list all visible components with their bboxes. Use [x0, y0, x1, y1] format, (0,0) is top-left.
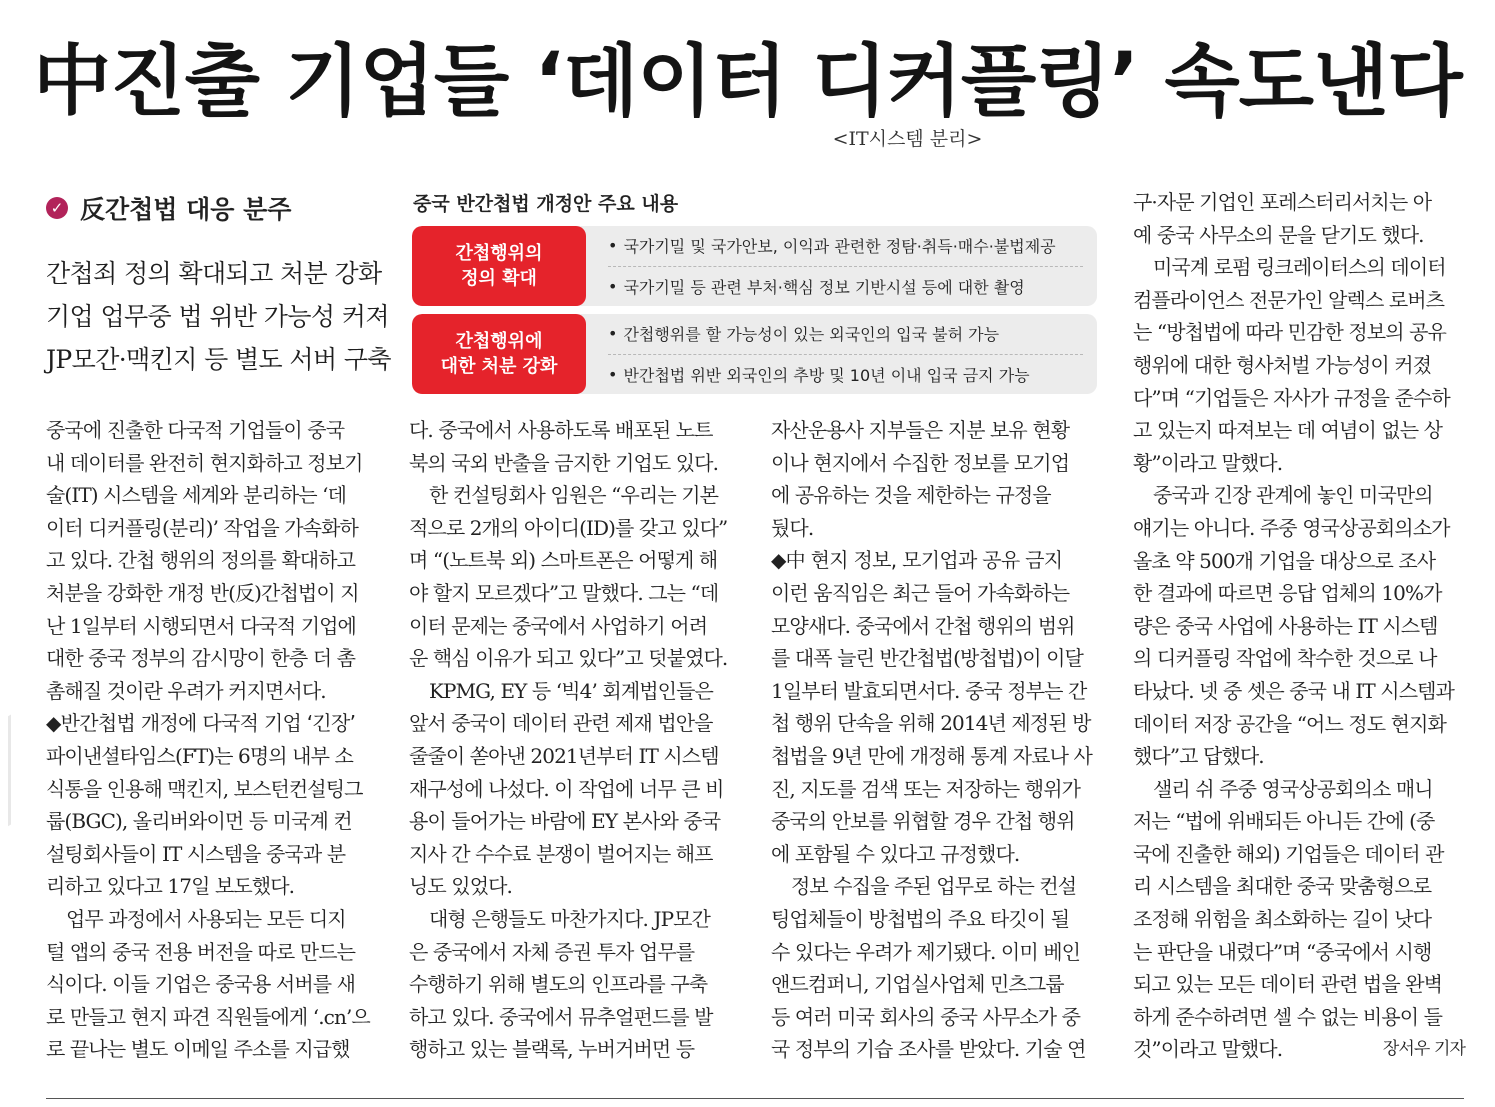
text-line: 데이터 저장 공간을 “어느 정도 현지화 — [1133, 711, 1446, 736]
infobox-row-label — [412, 314, 586, 394]
text-line: 로 만들고 현지 파견 직원들에게 ‘.cn’으 — [46, 1004, 370, 1029]
text-line: 고 있다. 간첩 행위의 정의를 확대하고 — [46, 548, 356, 573]
byline: 장서우 기자 — [1382, 1039, 1465, 1060]
text-line: 첩 행위 단속을 위해 2014년 제정된 방 — [771, 711, 1091, 736]
text-line: 은 중국에서 자체 증권 투자 업무를 — [409, 939, 695, 964]
text-line: 용이 들어가는 바람에 EY 본사와 중국 — [409, 809, 721, 834]
kicker — [46, 190, 291, 226]
text-line: 앤드컴퍼니, 기업실사업체 민츠그룹 — [771, 972, 1064, 997]
text-line: 는 판단을 내렸다”며 “중국에서 시행 — [1133, 939, 1432, 964]
text-line: 업무 과정에서 사용되는 모든 디지 — [66, 906, 346, 931]
photo-caption: <IT시스템 분리> — [832, 128, 983, 150]
text-line: 수 있다는 우려가 제기됐다. 이미 베인 — [771, 939, 1081, 964]
text-line: 중국과 긴장 관계에 놓인 미국만의 — [1153, 483, 1433, 508]
text-line: 식통을 인용해 맥킨지, 보스턴컨설팅그 — [46, 776, 363, 801]
text-line: 저는 “법에 위배되든 아니든 간에 (중 — [1133, 809, 1435, 834]
text-line: 술(IT) 시스템을 세계와 분리하는 ‘데 — [46, 483, 346, 508]
text-line: 첩법을 9년 만에 개정해 통계 자료나 사 — [771, 743, 1092, 768]
text-line: 것”이라고 말했다. — [1133, 1037, 1283, 1062]
text-line: 중국의 안보를 위협할 경우 간첩 행위 — [771, 809, 1075, 834]
text-line: 미국계 로펌 링크레이터스의 데이터 — [1153, 255, 1446, 280]
page-edge-mark — [0, 715, 11, 836]
text-line: 며 “(노트북 외) 스마트폰은 어떻게 해 — [409, 548, 718, 573]
text-line: 를 대폭 늘린 반간첩법(방첩법)이 이달 — [771, 646, 1083, 671]
article-column-2 — [409, 414, 741, 1066]
bottom-rule — [46, 1098, 1464, 1099]
check-icon: ✓ — [46, 197, 68, 219]
text-line: 하고 있다. 중국에서 뮤추얼펀드를 발 — [409, 1004, 713, 1029]
text-line: 팅업체들이 방첩법의 주요 타깃이 될 — [771, 906, 1070, 931]
text-line: 타났다. 넷 중 셋은 중국 내 IT 시스템과 — [1133, 678, 1454, 703]
text-line: 로 끝나는 별도 이메일 주소를 지급했 — [46, 1037, 350, 1062]
text-line: 에 공유하는 것을 제한하는 규정을 — [771, 483, 1051, 508]
infobox-row-definition — [412, 226, 1097, 306]
text-line: 이터 문제는 중국에서 사업하기 어려 — [409, 613, 708, 638]
infobox-title: 중국 반간첩법 개정안 주요 내용 — [413, 193, 679, 215]
text-line: 한 컨설팅회사 임원은 “우리는 기본 — [429, 483, 719, 508]
text-line: 대형 은행들도 마찬가지다. JP모간 — [429, 906, 710, 931]
text-line: 행위에 대한 형사처벌 가능성이 커졌 — [1133, 352, 1432, 377]
text-line: 자산운용사 지부들은 지분 보유 현황 — [771, 418, 1070, 442]
text-line: 촘해질 것이란 우려가 커지면서다. — [46, 678, 326, 703]
infobox-item: • 반간첩법 위반 외국인의 추방 및 10년 이내 입국 금지 가능 — [608, 354, 1083, 395]
headline: 中진출 기업들 ‘데이터 디커플링’ 속도낸다 — [33, 37, 1462, 127]
text-line: 리 시스템을 최대한 중국 맞춤형으로 — [1133, 874, 1432, 899]
label-line: 간첩행위의 — [455, 243, 543, 264]
text-line: 예 중국 사무소의 문을 닫기도 했다. — [1133, 222, 1424, 247]
text-line: 닝도 있었다. — [409, 874, 513, 899]
text-line: 다. 중국에서 사용하도록 배포된 노트 — [409, 418, 713, 442]
section-subhead: ◆반간첩법 개정에 다국적 기업 ‘긴장’ — [46, 711, 356, 736]
text-line: 난 1일부터 시행되면서 다국적 기업에 — [46, 613, 356, 638]
text-line: 구·자문 기업인 포레스터리서치는 아 — [1133, 190, 1432, 214]
text-line: 행하고 있는 블랙록, 누버거버먼 등 — [409, 1037, 695, 1062]
text-line: 재구성에 나섰다. 이 작업에 너무 큰 비 — [409, 776, 724, 801]
text-line: 1일부터 발효되면서다. 중국 정부는 간 — [771, 678, 1087, 703]
text-line: 조정해 위험을 최소화하는 길이 낫다 — [1133, 907, 1432, 932]
closing-line — [1133, 1033, 1465, 1066]
text-line: 운 핵심 이유가 되고 있다”고 덧붙였다. — [409, 646, 728, 671]
text-line: 내 데이터를 완전히 현지화하고 정보기 — [46, 450, 363, 475]
kicker-text: 反간첩법 대응 분주 — [80, 195, 292, 224]
infobox-item: • 국가기밀 및 국가안보, 이익과 관련한 정탐·취득·매수·불법제공 — [608, 236, 1056, 257]
text-line: 했다”고 답했다. — [1133, 744, 1264, 769]
text-line: 뒀다. — [771, 515, 814, 540]
text-line: 국 정부의 기습 조사를 받았다. 기술 연 — [771, 1037, 1086, 1062]
label-line: 간첩행위에 — [455, 331, 543, 352]
text-line: 지사 간 수수료 분쟁이 벌어지는 해프 — [409, 841, 713, 866]
text-line: 한 결과에 따르면 응답 업체의 10%가 — [1133, 581, 1442, 606]
text-line: 고 있는지 따져보는 데 여념이 없는 상 — [1133, 418, 1443, 443]
text-line: 정보 수집을 주된 업무로 하는 컨설 — [791, 874, 1077, 899]
text-line: 량은 중국 사업에 사용하는 IT 시스템 — [1133, 613, 1438, 638]
text-line: 파이낸셜타임스(FT)는 6명의 내부 소 — [46, 743, 353, 768]
label-line: 정의 확대 — [461, 268, 537, 289]
text-line: 하게 준수하려면 셀 수 없는 비용이 들 — [1133, 1004, 1443, 1029]
text-line: 줄줄이 쏟아낸 2021년부터 IT 시스템 — [409, 743, 719, 768]
subheadline: JP모간·맥킨지 등 별도 서버 구축 — [46, 345, 391, 374]
text-line: 이나 현지에서 수집한 정보를 모기업 — [771, 450, 1070, 475]
text-line: 북의 국외 반출을 금지한 기업도 있다. — [409, 450, 719, 475]
infobox-item: • 간첩행위를 할 가능성이 있는 외국인의 입국 불허 가능 — [608, 324, 1000, 345]
text-line: 식이다. 이들 기업은 중국용 서버를 새 — [46, 972, 356, 997]
text-line: 설팅회사들이 IT 시스템을 중국과 분 — [46, 841, 346, 866]
text-line: 야 할지 모르겠다”고 말했다. 그는 “데 — [409, 580, 719, 605]
infobox-row-penalty — [412, 314, 1097, 394]
text-line: 샐리 쉬 주중 영국상공회의소 매니 — [1153, 776, 1433, 801]
text-line: 대한 중국 정부의 감시망이 한층 더 촘 — [46, 646, 356, 671]
text-line: 컴플라이언스 전문가인 알렉스 로버츠 — [1133, 287, 1445, 312]
text-line: 올초 약 500개 기업을 대상으로 조사 — [1133, 548, 1436, 573]
infobox-item: • 국가기밀 등 관련 부처·핵심 정보 기반시설 등에 대한 촬영 — [608, 266, 1083, 307]
text-line: 진, 지도를 검색 또는 저장하는 행위가 — [771, 776, 1081, 801]
text-line: 등 여러 미국 회사의 중국 사무소가 중 — [771, 1004, 1081, 1029]
text-line: 모양새다. 중국에서 간첩 행위의 범위 — [771, 613, 1075, 638]
text-line: 얘기는 아니다. 주중 영국상공회의소가 — [1133, 515, 1450, 540]
text-line: 수행하기 위해 별도의 인프라를 구축 — [409, 972, 708, 997]
text-line: 국에 진출한 해외) 기업들은 데이터 관 — [1133, 841, 1444, 866]
text-line: 는 “방첩법에 따라 민감한 정보의 공유 — [1133, 320, 1446, 345]
label-line: 대한 처분 강화 — [440, 356, 558, 377]
text-line: 리하고 있다고 17일 보도했다. — [46, 874, 295, 899]
section-subhead: ◆中 현지 정보, 모기업과 공유 금지 — [771, 548, 1063, 573]
text-line: 이런 움직임은 최근 들어 가속화하는 — [771, 580, 1070, 605]
text-line: 앞서 중국이 데이터 관련 제재 법안을 — [409, 711, 713, 736]
text-line: 황”이라고 말했다. — [1133, 450, 1283, 475]
text-line: 룹(BGC), 올리버와이먼 등 미국계 컨 — [46, 809, 352, 834]
article-column-3 — [771, 414, 1103, 1066]
text-line: 에 포함될 수 있다고 규정했다. — [771, 841, 1020, 866]
subheadline: 간첩죄 정의 확대되고 처분 강화 — [46, 259, 382, 288]
text-line: 중국에 진출한 다국적 기업들이 중국 — [46, 418, 345, 442]
text-line: KPMG, EY 등 ‘빅4’ 회계법인들은 — [429, 678, 713, 703]
subheadlines — [46, 252, 391, 381]
article-column-4 — [1133, 186, 1465, 1066]
text-line: 이터 디커플링(분리)’ 작업을 가속화하 — [46, 515, 358, 540]
text-line: 처분을 강화한 개정 반(反)간첩법이 지 — [46, 580, 359, 605]
text-line: 적으로 2개의 아이디(ID)를 갖고 있다” — [409, 515, 728, 540]
infobox-row-label — [412, 226, 586, 306]
text-line: 의 디커플링 작업에 착수한 것으로 나 — [1133, 646, 1437, 671]
subheadline: 기업 업무중 법 위반 가능성 커져 — [46, 302, 389, 331]
text-line: 되고 있는 모든 데이터 관련 법을 완벽 — [1133, 972, 1443, 997]
article-column-1 — [46, 414, 378, 1066]
text-line: 털 앱의 중국 전용 버전을 따로 만드는 — [46, 939, 356, 964]
text-line: 다”며 “기업들은 자사가 규정을 준수하 — [1133, 385, 1450, 410]
